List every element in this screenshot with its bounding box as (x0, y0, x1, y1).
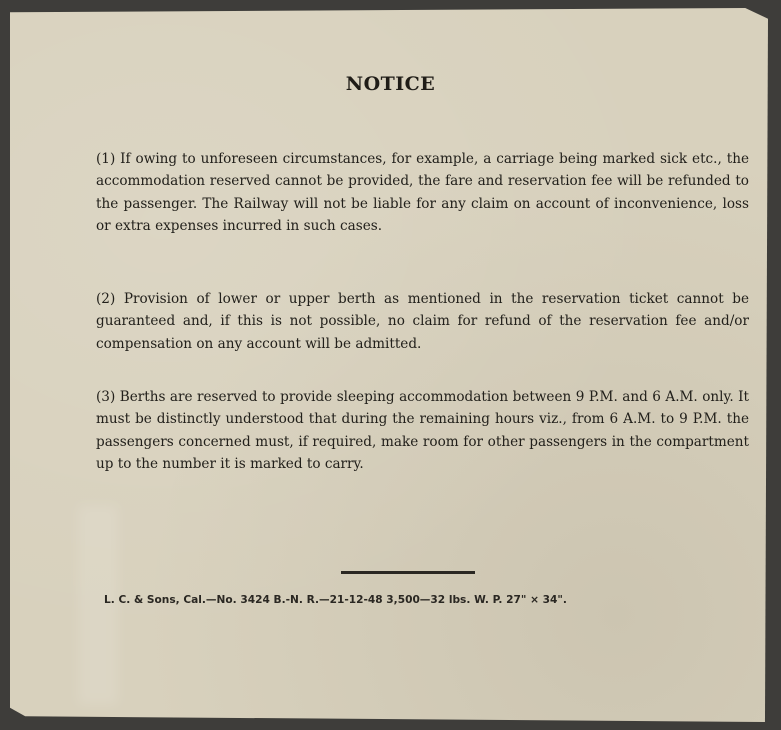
notice-paragraph-2: (2) Provision of lower or upper berth as mentioned in the reservation ticket cannot be guaranteed and, if this is not possible, no claim for refund of the reservation fee and/or compensation on any account will be admitted. (96, 291, 749, 352)
notice-paragraph-1: (1) If owing to unforeseen circumstances, for example, a carriage being marked sick etc., the accommodation reserved cannot be provided, the fare and reservation fee will be refunded to the passenger. The Railway will not be liable for any claim on account of inconvenience, loss or extra expenses incurred in such cases. (96, 151, 749, 235)
printer-imprint: L. C. & Sons, Cal.—No. 3424 B.-N. R.—21-12-48 3,500—32 lbs. W. P. 27" × 34". (104, 594, 567, 606)
notice-paragraph-3: (3) Berths are reserved to provide sleeping accommodation between 9 P.M. and 6 A.M. only. It must be distinctly understood that during the remaining hours viz., from 6 A.M. to 9 P.M. the passengers concerned must, if required, make room for other passengers in the compartment up to the number it is marked to carry. (96, 389, 749, 473)
notice-paper (10, 8, 768, 722)
notice-title: NOTICE (345, 73, 436, 95)
divider-rule (341, 571, 475, 574)
